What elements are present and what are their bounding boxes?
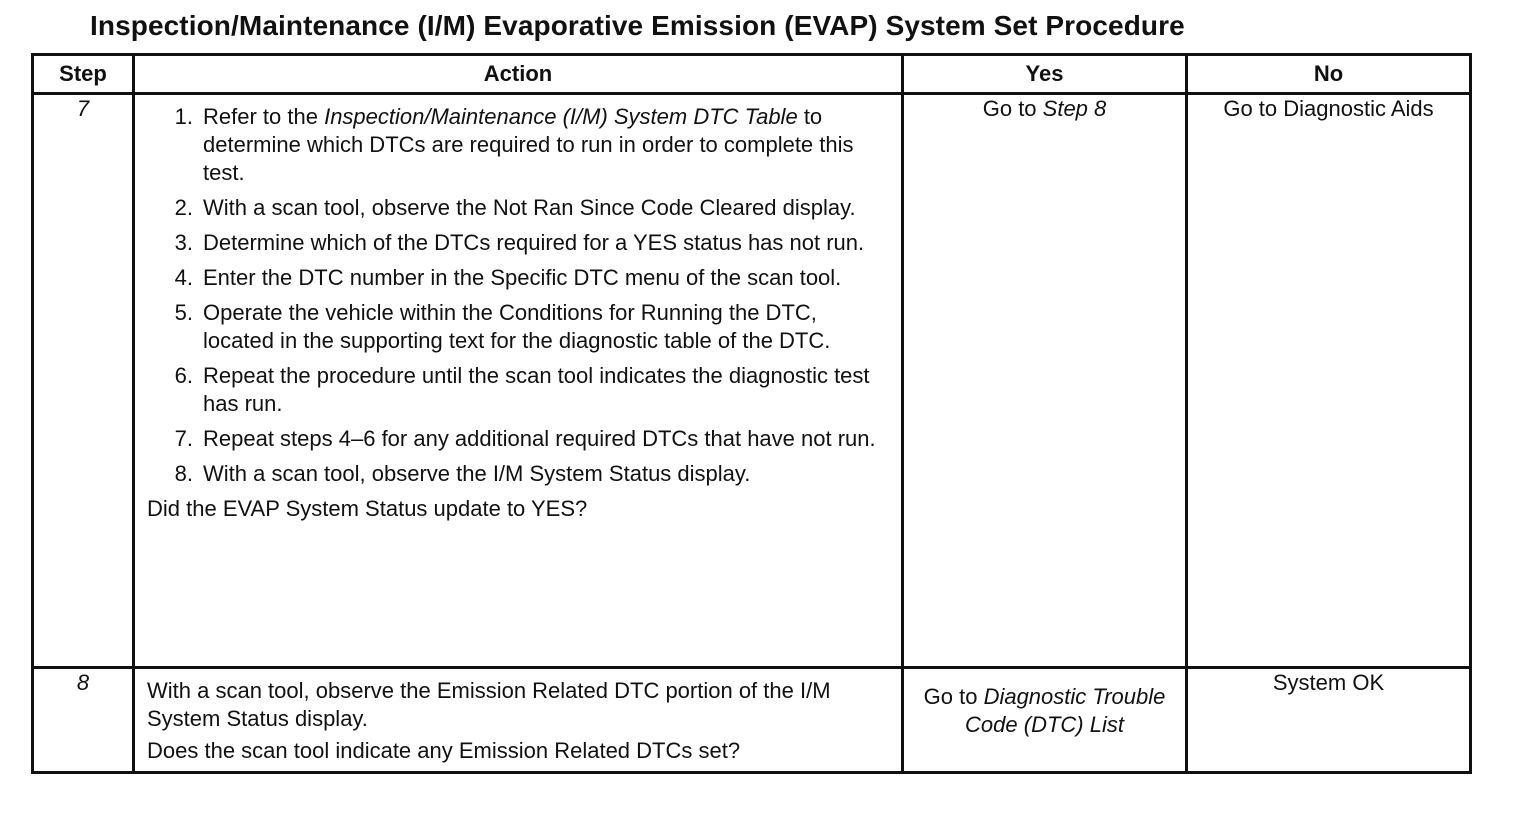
dtc-table-reference: Inspection/Maintenance (I/M) System DTC Table xyxy=(324,104,798,129)
step-number: 8 xyxy=(33,668,134,773)
item-number: 5. xyxy=(174,300,193,325)
diagnostic-aids-link[interactable]: Go to Diagnostic Aids xyxy=(1223,96,1434,121)
item-text: With a scan tool, observe the I/M System Status display. xyxy=(203,461,751,486)
dtc-list-link[interactable]: Diagnostic Trouble Code (DTC) List xyxy=(965,684,1166,737)
item-text-suffix: to determine which DTCs are required to run in order to complete this test. xyxy=(203,104,854,185)
yes-prefix: Go to xyxy=(923,684,984,709)
system-ok-text: System OK xyxy=(1272,670,1385,695)
yes-cell xyxy=(903,94,1187,668)
item-number: 3. xyxy=(174,230,193,255)
no-cell xyxy=(1187,668,1471,773)
yes-cell xyxy=(903,668,1187,773)
page-title: Inspection/Maintenance (I/M) Evaporative Emission (EVAP) System Set Procedure xyxy=(90,10,1185,41)
question-text: Does the scan tool indicate any Emission Related DTCs set? xyxy=(147,738,741,763)
item-text: Operate the vehicle within the Conditions for Running the DTC, located in the supporting text for the diagnostic table of the DTC. xyxy=(203,300,831,353)
item-number: 6. xyxy=(174,363,193,388)
table-row-step-8 xyxy=(33,668,1471,773)
yes-prefix: Go to xyxy=(982,96,1043,121)
item-text-prefix: Refer to the xyxy=(203,104,325,129)
item-number: 4. xyxy=(174,265,193,290)
list-item xyxy=(167,362,893,418)
item-number: 8. xyxy=(174,461,193,486)
item-number: 2. xyxy=(174,195,193,220)
item-text: With a scan tool, observe the Not Ran Since Code Cleared display. xyxy=(203,195,856,220)
step-8-link[interactable]: Step 8 xyxy=(1042,96,1107,121)
action-text: With a scan tool, observe the Emission Related DTC portion of the I/M System Status display. xyxy=(147,678,831,731)
header-action: Action xyxy=(134,55,903,94)
action-cell xyxy=(134,94,903,668)
procedure-table xyxy=(31,53,1472,774)
step-number: 7 xyxy=(33,94,134,668)
list-item xyxy=(167,460,893,488)
action-cell xyxy=(134,668,903,773)
item-text: Determine which of the DTCs required for a YES status has not run. xyxy=(203,230,865,255)
header-no: No xyxy=(1187,55,1471,94)
table-row-step-7 xyxy=(33,94,1471,668)
item-text xyxy=(203,103,893,187)
list-item xyxy=(167,264,893,292)
item-number: 1. xyxy=(174,104,193,129)
no-cell xyxy=(1187,94,1471,668)
list-item xyxy=(167,425,893,453)
table-header-row xyxy=(33,55,1471,94)
list-item xyxy=(167,103,893,187)
question-text: Did the EVAP System Status update to YES? xyxy=(147,496,588,521)
action-steps-list xyxy=(147,103,893,488)
header-yes: Yes xyxy=(903,55,1187,94)
item-text: Repeat steps 4–6 for any additional required DTCs that have not run. xyxy=(203,426,876,451)
list-item xyxy=(167,194,893,222)
item-number: 7. xyxy=(174,426,193,451)
header-step: Step xyxy=(33,55,134,94)
list-item xyxy=(167,299,893,355)
item-text: Enter the DTC number in the Specific DTC menu of the scan tool. xyxy=(203,265,842,290)
item-text: Repeat the procedure until the scan tool indicates the diagnostic test has run. xyxy=(203,363,870,416)
list-item xyxy=(167,229,893,257)
